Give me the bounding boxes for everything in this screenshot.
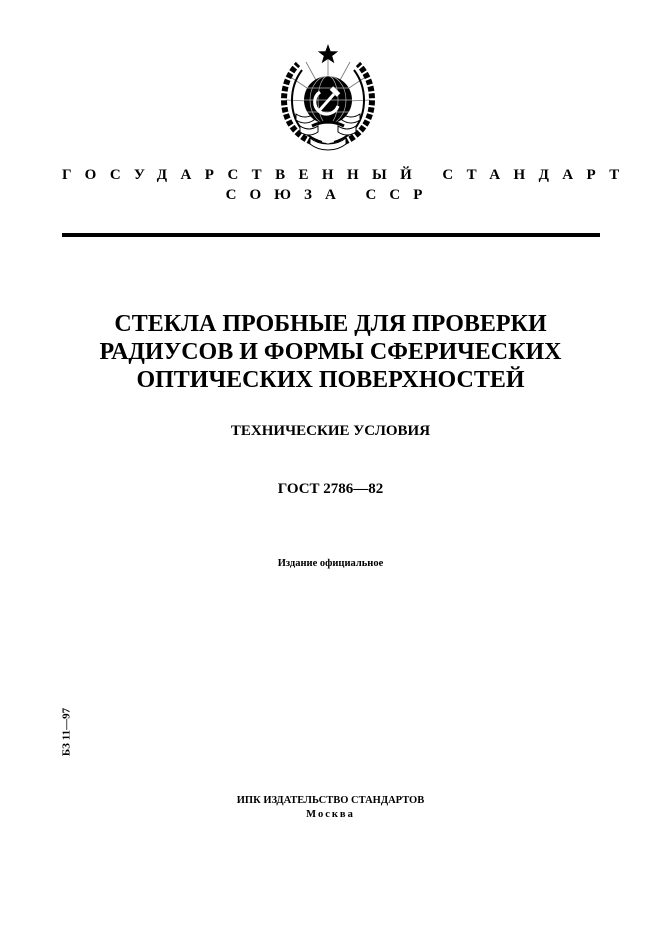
header-divider: [62, 233, 600, 237]
document-title-line: ОПТИЧЕСКИХ ПОВЕРХНОСТЕЙ: [136, 367, 525, 393]
publisher-name: ИПК ИЗДАТЕЛЬСТВО СТАНДАРТОВ: [236, 795, 425, 806]
gost-number: ГОСТ 2786—82: [277, 481, 384, 497]
document-title-line: РАДИУСОВ И ФОРМЫ СФЕРИЧЕСКИХ: [99, 339, 562, 365]
side-code: [60, 702, 74, 762]
publisher-city: Москва: [306, 809, 355, 820]
ussr-state-emblem-icon: [272, 42, 384, 154]
edition-note: Издание официальное: [277, 558, 384, 569]
document-subtitle: ТЕХНИЧЕСКИЕ УСЛОВИЯ: [230, 423, 431, 439]
standard-header-country: СОЮЗА ССР: [225, 187, 436, 203]
document-title: [0, 310, 661, 394]
standard-header: ГОСУДАРСТВЕННЫЙ СТАНДАРТ: [62, 167, 633, 183]
side-code-text: БЗ 11—97: [60, 707, 73, 757]
document-title-line: СТЕКЛА ПРОБНЫЕ ДЛЯ ПРОВЕРКИ: [114, 311, 547, 337]
